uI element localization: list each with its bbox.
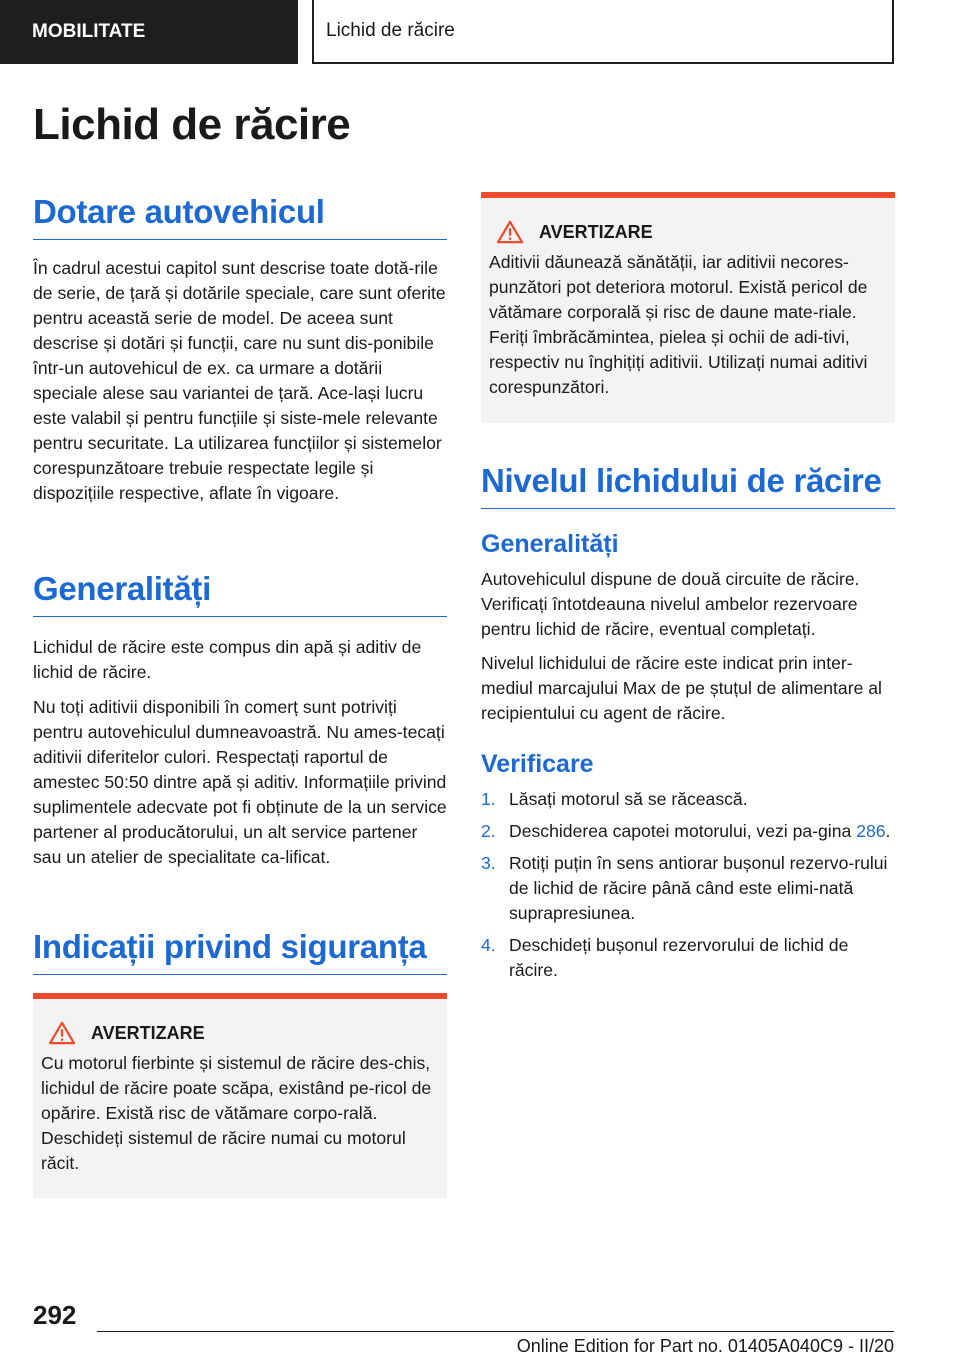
- step-number: 1.: [481, 789, 496, 809]
- step-text: Lăsați motorul să se răcească.: [509, 789, 748, 809]
- warning-header: [41, 1021, 439, 1045]
- list-item: [481, 787, 895, 812]
- page-number: 292: [33, 1300, 77, 1330]
- chapter-label: Lichid de răcire: [326, 20, 455, 41]
- warning-triangle-icon: [47, 1021, 77, 1045]
- step-text: Deschideți bușonul rezervorului de lichid de răcire.: [509, 935, 849, 980]
- section-heading-nivel: Nivelul lichidului de răcire: [481, 462, 895, 509]
- chapter-header: [312, 0, 894, 64]
- subheading-verificare: Verificare: [481, 750, 594, 778]
- warning-label: AVERTIZARE: [539, 221, 653, 242]
- generalitati-paragraph-1: Lichidul de răcire este compus din apă și aditiv de lichid de răcire.: [33, 637, 422, 682]
- warning-text: Aditivii dăunează sănătății, iar aditivii necores-punzători pot deteriora motorul. Există pericol de vătămare corporală și risc de daune mate-riale. Feriți îmbrăcămintea, pielea și ochii de adi-tivi, respectiv nu înghițiți aditivii. Utilizați numai aditivi corespunzători.: [489, 252, 868, 397]
- nivel-paragraph-2: Nivelul lichidului de răcire este indicat prin inter-mediul marcajului Max de pe ștuțul de alimentare al recipientului cu agent de răcire.: [481, 653, 882, 723]
- step-number: 2.: [481, 821, 496, 841]
- warning-text: Cu motorul fierbinte și sistemul de răcire des-chis, lichidul de răcire poate scăpa, existând pe-ricol de opărire. Există risc de vătămare corpo-rală. Deschideți sistemul de răcire numai cu motorul răcit.: [41, 1053, 432, 1173]
- footer-divider: [97, 1331, 894, 1332]
- step-text-wrap: [509, 819, 890, 844]
- page-title: Lichid de răcire: [33, 100, 351, 149]
- warning-header: [489, 220, 887, 244]
- step-number: 4.: [481, 935, 496, 955]
- list-item: [481, 819, 895, 844]
- generalitati-paragraph-2: Nu toți aditivii disponibili în comerț sunt potriviți pentru autovehiculul dumneavoastră. Nu ames-tecați aditivii diferitelor culori. Respectați raportul de amestec 50:50 dintre apă și aditiv. Informațiile privind suplimentele adecvate pot fi obținute de la un service partener al producătorului, un alt service partener sau un atelier de specialitate ca-lificat.: [33, 697, 447, 867]
- section-tab: MOBILITATE: [0, 0, 298, 64]
- warning-label: AVERTIZARE: [91, 1022, 205, 1043]
- list-item: [481, 933, 895, 983]
- dotare-paragraph: În cadrul acestui capitol sunt descrise toate dotă-rile de serie, de țară și dotările speciale, care sunt oferite pentru această serie de model. De aceea sunt descrise și dotări și funcții, care nu sunt dis-ponibile într-un autovehicul de ex. ca urmare a dotării speciale alese sau variantei de țară. Ace-lași lucru este valabil și pentru funcțiile și siste-mele relevante pentru securitate. La utilizarea funcțiilor și sistemelor corespunzătoare trebuie respectate legile și dispozițiile respective, aflate în vigoare.: [33, 258, 446, 503]
- step-number: 3.: [481, 853, 496, 873]
- step-text: Deschiderea capotei motorului, vezi pa-gina: [509, 821, 857, 841]
- list-item: [481, 851, 895, 926]
- section-heading-dotare: Dotare autovehicul: [33, 193, 447, 240]
- page-reference-link[interactable]: 286: [856, 821, 886, 841]
- step-text-end: .: [885, 821, 891, 841]
- warning-box: [33, 993, 447, 1198]
- step-text: Rotiți puțin în sens antiorar bușonul rezervo-rului de lichid de răcire până când este elimi-nată suprapresiunea.: [509, 853, 888, 923]
- warning-box: [481, 192, 895, 423]
- section-heading-generalitati: Generalități: [33, 570, 447, 617]
- nivel-paragraph-1: Autovehiculul dispune de două circuite de răcire. Verificați întotdeauna nivelul ambelor rezervoare pentru lichid de răcire, eventual completați.: [481, 569, 860, 639]
- edition-text: Online Edition for Part no. 01405A040C9 - II/20: [516, 1336, 894, 1356]
- section-heading-siguranta: Indicații privind siguranța: [33, 928, 447, 975]
- warning-triangle-icon: [495, 220, 525, 244]
- steps-list: [481, 787, 895, 990]
- subheading-generalitati: Generalități: [481, 530, 619, 558]
